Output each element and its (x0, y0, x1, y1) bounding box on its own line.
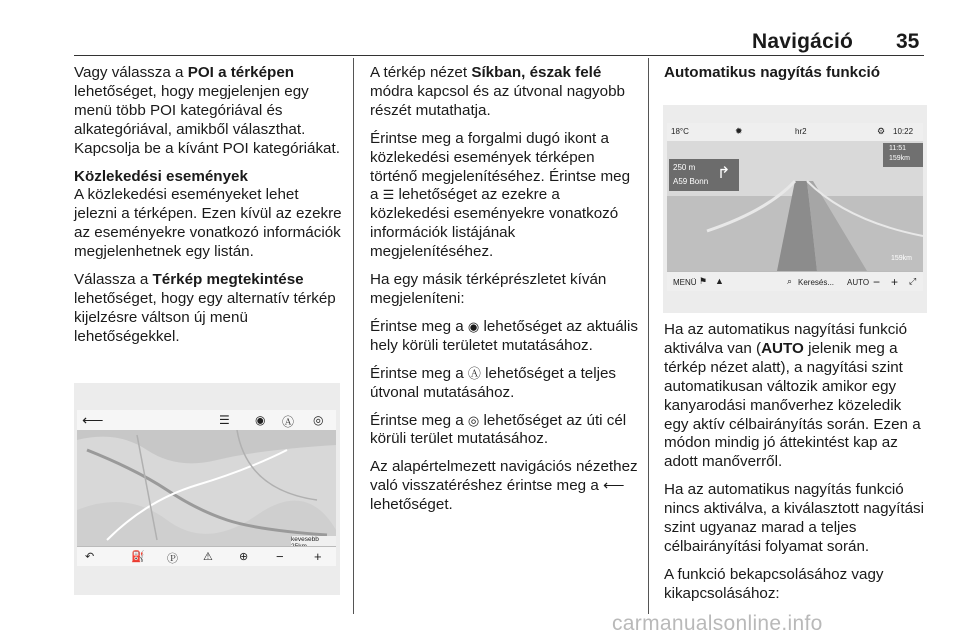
traffic-heading: Közlekedési események (74, 167, 248, 185)
flag-icon[interactable]: ⚑ (699, 276, 708, 286)
menu-button[interactable]: MENÜ (673, 278, 697, 287)
navigation-figure (663, 105, 927, 313)
eta-box (883, 143, 923, 167)
paragraph: Érintse meg a forgalmi dugó ikont a közlekedési események térképen történő megjelenítéséhez. Érintse meg a ☰ lehetőséget az ezekre a közlekedési eseményekre vonatkozó információk listájának megjelenítéséhez. (370, 129, 631, 261)
paragraph: Érintse meg a Ⓐ lehetőséget a teljes útvonal mutatásához. (370, 364, 617, 401)
paragraph: A funkció bekapcsolásához vagy kikapcsolásához: (664, 565, 884, 602)
map-top-bar (77, 410, 336, 431)
watermark: carmanualsonline.info (612, 612, 823, 635)
search-icon[interactable]: ⌕ (787, 276, 793, 286)
paragraph: Érintse meg a ◉ lehetőséget az aktuális hely körüli területet mutatásához. (370, 317, 638, 354)
fuel-icon[interactable]: ⛽ (131, 551, 145, 563)
paragraph: Ha az automatikus nagyítási funkció aktiválva van (AUTO jelenik meg a térkép nézet alatt), a nagyítási szint automatikusan változik amikor egy kanyarodási manőverhez közeledik egy aktív célbairányítás során. Ezen a módon mindig jó áttekintést kap az adott manőverről. (664, 321, 921, 471)
map-canvas[interactable] (77, 430, 336, 546)
section-title: Navigáció (752, 30, 854, 53)
zoom-in-button[interactable]: + (891, 275, 899, 289)
current-position-icon[interactable]: ◉ (255, 413, 266, 427)
distance: 250 m (673, 163, 696, 172)
page-number: 35 (896, 30, 920, 53)
temperature: 18°C (671, 127, 689, 136)
scale-label: kevesebb (291, 536, 336, 550)
column-3-lower (664, 321, 926, 613)
map-screen (77, 410, 336, 566)
settings-icon[interactable]: ⚙ (877, 126, 886, 136)
paragraph: A közlekedési eseményeket lehet jelezni a térképen. Ezen kívül az ezekre az eseményekre vonatkozó információk megjelenhetnek egy listán. (74, 186, 342, 261)
paragraph: Válassza a Térkép megtekintése lehetőséget, hogy egy alternatív térkép kijelzésre váltson új menü lehetőségekkel. (74, 271, 336, 345)
paragraph: Ha egy másik térképrészletet kíván megjeleníteni: (370, 271, 607, 307)
traffic-icon[interactable]: ⚠ (203, 551, 213, 563)
status-bar (667, 123, 923, 142)
header-rule (74, 55, 924, 56)
column-divider-2 (648, 58, 649, 614)
list-icon[interactable]: ☰ (219, 413, 230, 427)
paragraph: Az alapértelmezett navigációs nézethez való visszatéréshez érintse meg a ⟵ lehetőséget. (370, 458, 638, 514)
auto-term: AUTO (761, 339, 804, 357)
search-button[interactable]: Keresés... (798, 278, 835, 287)
map-view-term: Térkép megtekintése (152, 271, 304, 289)
flat-north-term: Síkban, észak felé (471, 64, 602, 81)
center-icon[interactable]: ⊕ (239, 551, 249, 563)
list-icon: ☰ (382, 187, 395, 203)
destination-icon[interactable]: ◎ (313, 413, 324, 427)
sun-icon: ✹ (735, 126, 743, 136)
paragraph: Ha az automatikus nagyítás funkció nincs aktiválva, a kiválasztott nagyítási szint ugyanaz marad a teljes célbairányítási folyamat során. (664, 481, 924, 555)
undo-icon[interactable]: ↶ (85, 551, 95, 563)
column-2 (370, 64, 640, 524)
destination-icon: ◎ (467, 412, 480, 428)
back-arrow-icon[interactable]: ⟵ (82, 412, 104, 429)
road-label: hr2 (795, 127, 807, 136)
turn-right-icon: ↱ (717, 165, 731, 182)
zoom-out-button[interactable]: − (873, 275, 881, 289)
paragraph: A térkép nézet Síkban, észak felé módra kapcsol és az útvonal nagyobb részét mutathatja. (370, 64, 625, 119)
route-overview-icon[interactable]: Ⓐ (282, 415, 295, 429)
poi-term: POI a térképen (187, 64, 295, 81)
back-arrow-icon: ⟵ (602, 477, 625, 495)
eta-time: 11:51 (889, 145, 906, 152)
paragraph: Vagy válassza a POI a térképen lehetőséget, hogy megjelenjen egy menü több POI kategóriával és alkategóriával, amikből választhat. Kapcsolja be a kívánt POI kategóriákat. (74, 64, 340, 157)
expand-icon[interactable]: ⤢ (909, 276, 917, 286)
column-3 (664, 64, 926, 83)
map-figure (74, 383, 340, 595)
column-1 (74, 64, 342, 356)
clock: 10:22 (893, 127, 914, 136)
column-divider-1 (353, 58, 354, 614)
navigation-bottom-bar (667, 271, 923, 291)
eta-distance: 159km (889, 155, 911, 162)
page-header (0, 0, 960, 60)
route-overview-icon: Ⓐ (467, 365, 481, 381)
navigation-screen (667, 123, 923, 291)
maneuver-box (669, 159, 739, 191)
paragraph: Érintse meg a ◎ lehetőséget az úti cél körüli terület mutatásához. (370, 411, 627, 448)
zoom-out-icon[interactable]: − (276, 549, 284, 564)
street-name: A59 Bonn (673, 177, 709, 186)
remaining-distance: 159km (891, 255, 913, 262)
auto-zoom-heading: Automatikus nagyítás funkció (664, 64, 881, 81)
map-bottom-bar (77, 546, 336, 566)
zoom-in-icon[interactable]: + (314, 549, 322, 564)
car-position-icon[interactable]: ▲ (715, 276, 724, 286)
parking-icon[interactable]: Ⓟ (167, 553, 178, 565)
auto-zoom-label[interactable]: AUTO (847, 278, 870, 287)
current-position-icon: ◉ (467, 318, 480, 334)
